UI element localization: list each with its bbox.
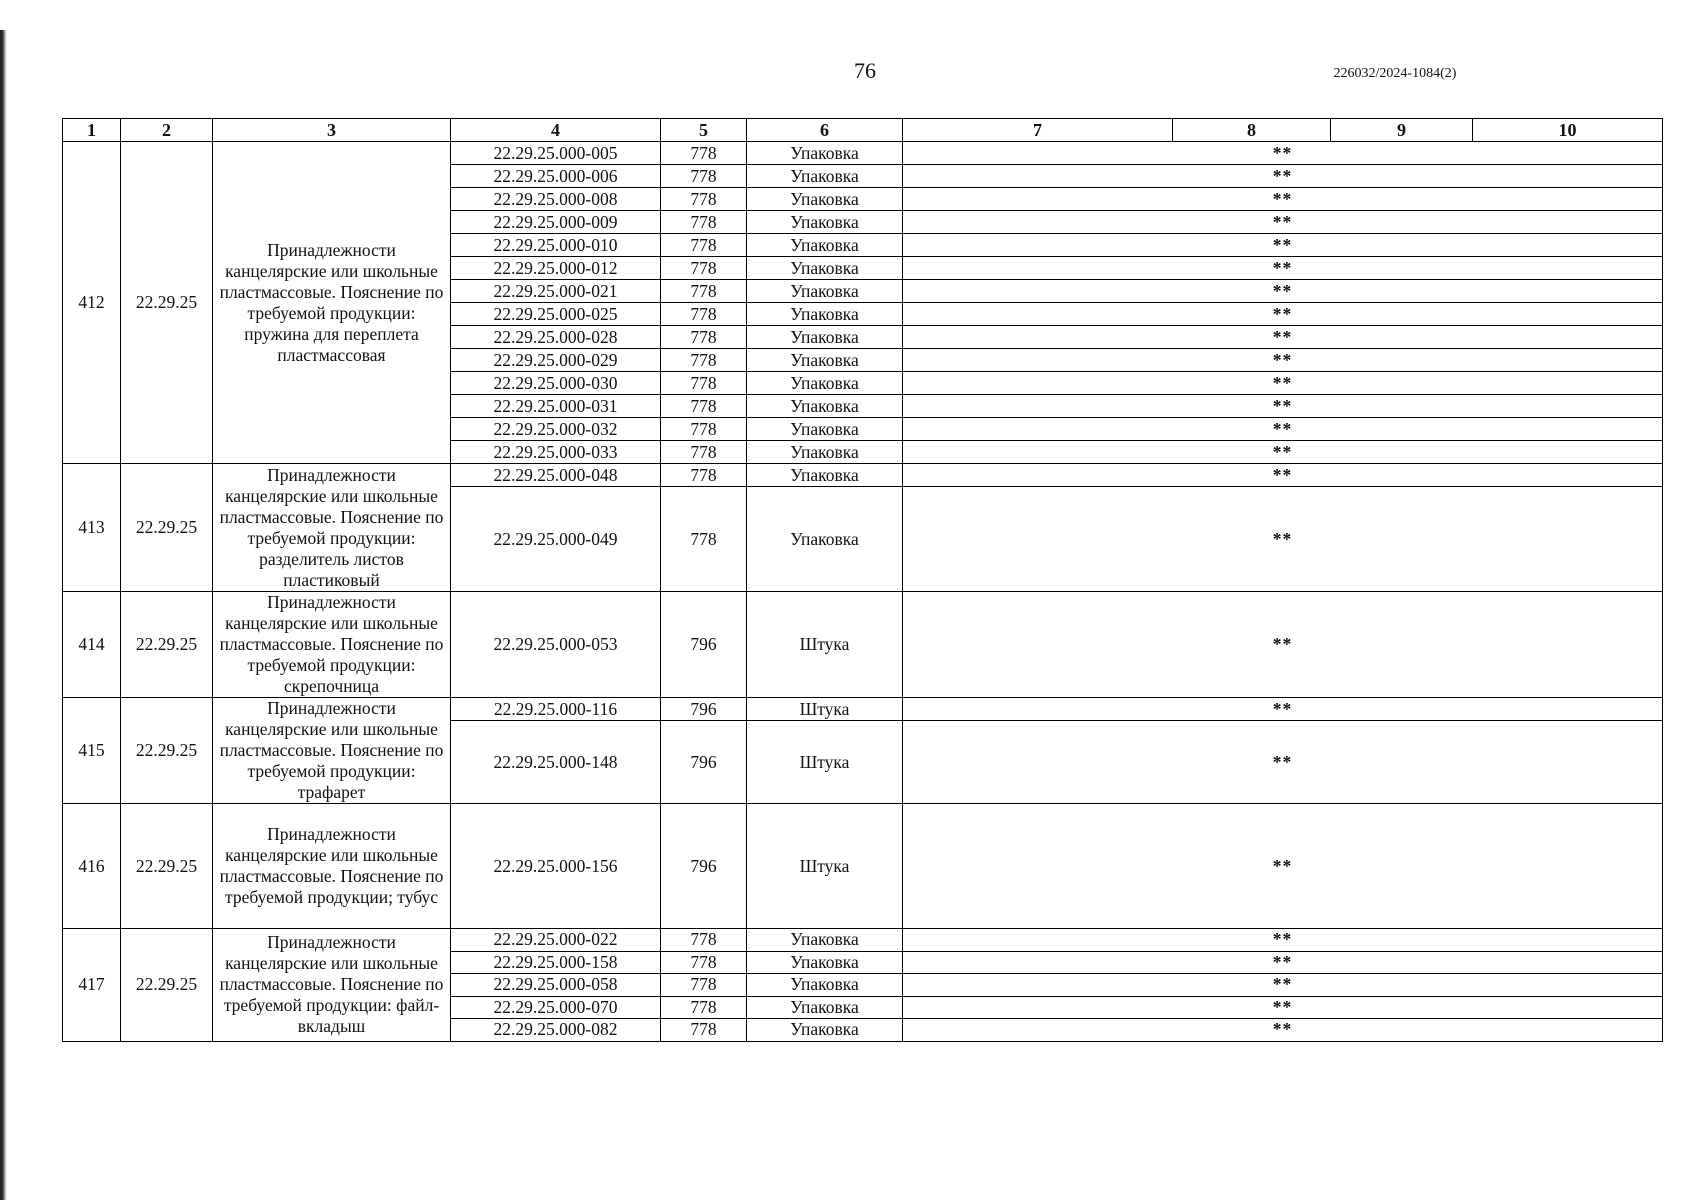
unit-code: 778	[661, 974, 747, 997]
value-cell: **	[903, 592, 1663, 698]
unit-name: Упаковка	[747, 349, 903, 372]
table-row	[63, 804, 1663, 929]
unit-code: 778	[661, 487, 747, 592]
value-cell: **	[903, 142, 1663, 165]
table-row	[63, 464, 1663, 487]
value-cell: **	[903, 395, 1663, 418]
unit-code: 778	[661, 257, 747, 280]
unit-name: Штука	[747, 721, 903, 804]
unit-code: 796	[661, 804, 747, 929]
value-cell: **	[903, 804, 1663, 929]
product-description: Принадлежности канцелярские или школьные пластмассовые. Пояснение по требуемой продукции: файл-вкладыш	[213, 929, 451, 1042]
ktru-code: 22.29.25.000-030	[451, 372, 661, 395]
ktru-code: 22.29.25.000-148	[451, 721, 661, 804]
ktru-code: 22.29.25.000-022	[451, 929, 661, 952]
unit-name: Упаковка	[747, 929, 903, 952]
table-row	[63, 592, 1663, 698]
ktru-code: 22.29.25.000-053	[451, 592, 661, 698]
ktru-code: 22.29.25.000-058	[451, 974, 661, 997]
unit-name: Упаковка	[747, 326, 903, 349]
unit-code: 778	[661, 464, 747, 487]
unit-code: 778	[661, 929, 747, 952]
table-body	[63, 142, 1663, 1042]
value-cell: **	[903, 165, 1663, 188]
ktru-code: 22.29.25.000-156	[451, 804, 661, 929]
unit-code: 778	[661, 280, 747, 303]
unit-code: 796	[661, 721, 747, 804]
value-cell: **	[903, 234, 1663, 257]
ktru-code: 22.29.25.000-025	[451, 303, 661, 326]
value-cell: **	[903, 280, 1663, 303]
unit-name: Упаковка	[747, 464, 903, 487]
row-number: 415	[63, 698, 121, 804]
okpd-code: 22.29.25	[121, 592, 213, 698]
unit-name: Упаковка	[747, 303, 903, 326]
column-header: 5	[661, 119, 747, 142]
column-header: 10	[1473, 119, 1663, 142]
value-cell: **	[903, 418, 1663, 441]
unit-name: Упаковка	[747, 1019, 903, 1042]
value-cell: **	[903, 372, 1663, 395]
column-header: 3	[213, 119, 451, 142]
row-number: 413	[63, 464, 121, 592]
column-header: 1	[63, 119, 121, 142]
unit-code: 778	[661, 372, 747, 395]
okpd-code: 22.29.25	[121, 464, 213, 592]
value-cell: **	[903, 349, 1663, 372]
table-row	[63, 929, 1663, 952]
unit-name: Упаковка	[747, 974, 903, 997]
unit-code: 796	[661, 698, 747, 721]
unit-code: 778	[661, 1019, 747, 1042]
page-number: 76	[854, 58, 876, 83]
unit-name: Упаковка	[747, 395, 903, 418]
row-number: 414	[63, 592, 121, 698]
okpd-code: 22.29.25	[121, 804, 213, 929]
value-cell: **	[903, 441, 1663, 464]
unit-code: 778	[661, 303, 747, 326]
unit-name: Упаковка	[747, 372, 903, 395]
unit-name: Упаковка	[747, 165, 903, 188]
unit-code: 778	[661, 441, 747, 464]
ktru-code: 22.29.25.000-070	[451, 996, 661, 1019]
product-description: Принадлежности канцелярские или школьные пластмассовые. Пояснение по требуемой продукции: разделитель листов пластиковый	[213, 464, 451, 592]
product-description: Принадлежности канцелярские или школьные пластмассовые. Пояснение по требуемой продукции: трафарет	[213, 698, 451, 804]
unit-code: 778	[661, 234, 747, 257]
unit-name: Упаковка	[747, 234, 903, 257]
column-header: 7	[903, 119, 1173, 142]
unit-code: 778	[661, 188, 747, 211]
product-description: Принадлежности канцелярские или школьные пластмассовые. Пояснение по требуемой продукции: пружина для переплета пластмассовая	[213, 142, 451, 464]
column-header: 9	[1331, 119, 1473, 142]
unit-name: Штука	[747, 698, 903, 721]
ktru-code: 22.29.25.000-082	[451, 1019, 661, 1042]
unit-name: Упаковка	[747, 211, 903, 234]
ktru-code: 22.29.25.000-006	[451, 165, 661, 188]
unit-code: 778	[661, 951, 747, 974]
ktru-code: 22.29.25.000-012	[451, 257, 661, 280]
okpd-code: 22.29.25	[121, 929, 213, 1042]
value-cell: **	[903, 698, 1663, 721]
column-header: 6	[747, 119, 903, 142]
ktru-code: 22.29.25.000-116	[451, 698, 661, 721]
unit-name: Упаковка	[747, 487, 903, 592]
unit-name: Упаковка	[747, 951, 903, 974]
unit-name: Упаковка	[747, 280, 903, 303]
table-row	[63, 142, 1663, 165]
ktru-code: 22.29.25.000-049	[451, 487, 661, 592]
ktru-code: 22.29.25.000-008	[451, 188, 661, 211]
value-cell: **	[903, 303, 1663, 326]
unit-name: Упаковка	[747, 441, 903, 464]
ktru-code: 22.29.25.000-021	[451, 280, 661, 303]
row-number: 417	[63, 929, 121, 1042]
value-cell: **	[903, 326, 1663, 349]
value-cell: **	[903, 487, 1663, 592]
scan-edge	[0, 30, 7, 1200]
unit-code: 778	[661, 211, 747, 234]
unit-code: 778	[661, 395, 747, 418]
value-cell: **	[903, 464, 1663, 487]
ktru-code: 22.29.25.000-048	[451, 464, 661, 487]
value-cell: **	[903, 211, 1663, 234]
unit-name: Упаковка	[747, 996, 903, 1019]
product-description: Принадлежности канцелярские или школьные пластмассовые. Пояснение по требуемой продукции: скрепочница	[213, 592, 451, 698]
value-cell: **	[903, 951, 1663, 974]
unit-code: 778	[661, 996, 747, 1019]
unit-code: 778	[661, 142, 747, 165]
unit-name: Штука	[747, 804, 903, 929]
table-row	[63, 698, 1663, 721]
ktru-code: 22.29.25.000-010	[451, 234, 661, 257]
column-header: 4	[451, 119, 661, 142]
value-cell: **	[903, 996, 1663, 1019]
ktru-code: 22.29.25.000-158	[451, 951, 661, 974]
unit-name: Упаковка	[747, 188, 903, 211]
value-cell: **	[903, 721, 1663, 804]
product-description: Принадлежности канцелярские или школьные пластмассовые. Пояснение по требуемой продукции; тубус	[213, 804, 451, 929]
value-cell: **	[903, 257, 1663, 280]
row-number: 416	[63, 804, 121, 929]
row-number: 412	[63, 142, 121, 464]
document-reference: 226032/2024-1084(2)	[1333, 66, 1457, 81]
ktru-code: 22.29.25.000-005	[451, 142, 661, 165]
value-cell: **	[903, 188, 1663, 211]
unit-name: Упаковка	[747, 418, 903, 441]
header-row	[63, 119, 1663, 142]
ktru-code: 22.29.25.000-031	[451, 395, 661, 418]
unit-name: Упаковка	[747, 257, 903, 280]
ktru-code: 22.29.25.000-009	[451, 211, 661, 234]
unit-code: 778	[661, 326, 747, 349]
column-header: 2	[121, 119, 213, 142]
okpd-code: 22.29.25	[121, 698, 213, 804]
value-cell: **	[903, 1019, 1663, 1042]
ktru-code: 22.29.25.000-028	[451, 326, 661, 349]
unit-code: 778	[661, 165, 747, 188]
ktru-code: 22.29.25.000-029	[451, 349, 661, 372]
column-header: 8	[1173, 119, 1331, 142]
okpd-code: 22.29.25	[121, 142, 213, 464]
ktru-code: 22.29.25.000-033	[451, 441, 661, 464]
unit-code: 778	[661, 349, 747, 372]
value-cell: **	[903, 974, 1663, 997]
ktru-code: 22.29.25.000-032	[451, 418, 661, 441]
unit-code: 796	[661, 592, 747, 698]
unit-name: Штука	[747, 592, 903, 698]
unit-name: Упаковка	[747, 142, 903, 165]
unit-code: 778	[661, 418, 747, 441]
products-table	[62, 118, 1663, 1042]
value-cell: **	[903, 929, 1663, 952]
